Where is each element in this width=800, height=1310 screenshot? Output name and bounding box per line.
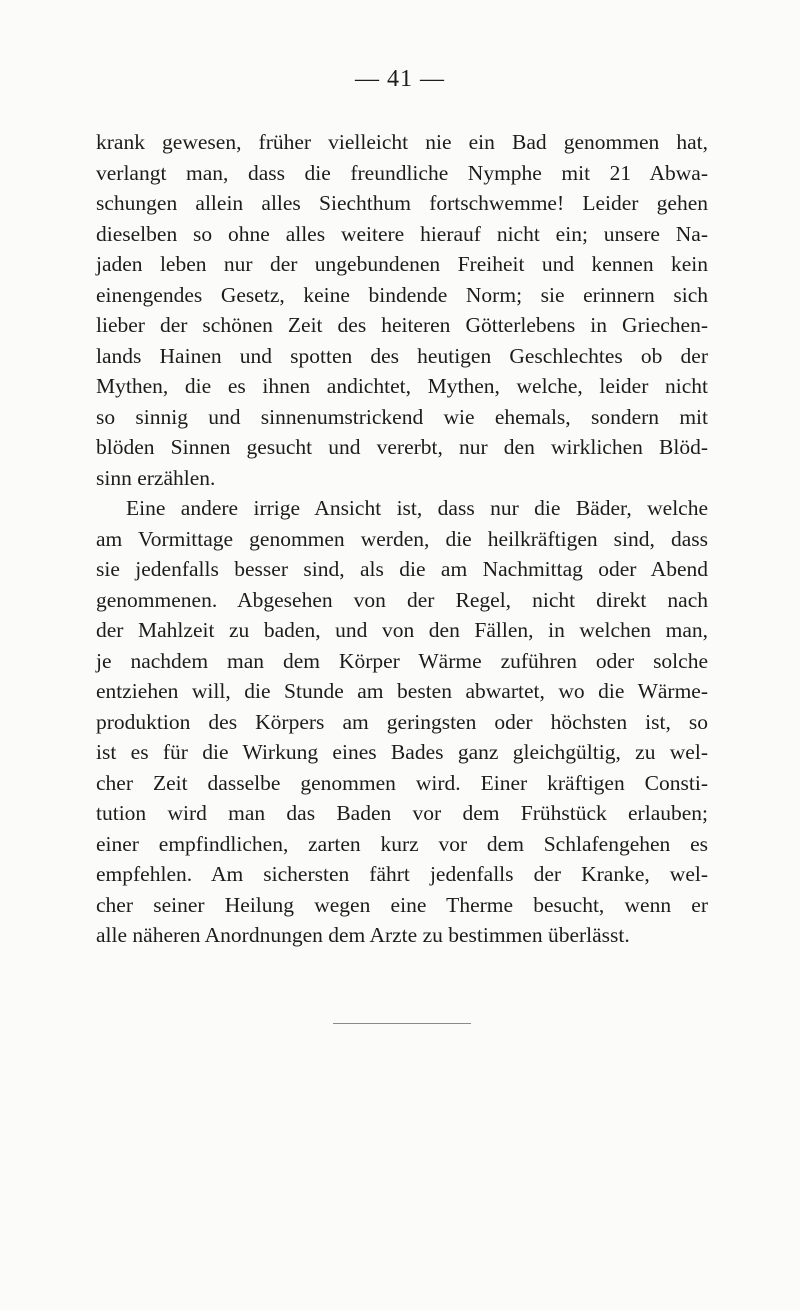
text-line: lands Hainen und spotten des heutigen Geschlechtes ob der (96, 343, 708, 368)
text-line: dieselben so ohne alles weitere hierauf nicht ein; unsere Na- (96, 221, 708, 246)
text-line: jaden leben nur der ungebundenen Freiheit und kennen kein (96, 252, 708, 276)
text-line: cher seiner Heilung wegen eine Therme besucht, wenn er (96, 892, 708, 917)
paragraph-end-line: alle näheren Anordnungen dem Arzte zu bestimmen überlässt. (96, 923, 630, 947)
text-line: empfehlen. Am sichersten fährt jedenfalls der Kranke, wel- (96, 862, 708, 886)
page-number: — 41 — (355, 66, 445, 92)
text-line: der Mahlzeit zu baden, und von den Fällen, in welchen man, (96, 618, 708, 642)
text-line: genommenen. Abgesehen von der Regel, nicht direkt nach (96, 587, 708, 612)
text-line: verlangt man, dass die freundliche Nymphe mit 21 Abwa- (96, 160, 708, 185)
text-line: blöden Sinnen gesucht und vererbt, nur den wirklichen Blöd- (96, 435, 708, 459)
text-line: schungen allein alles Siechthum fortschwemme! Leider gehen (96, 191, 708, 215)
text-line: krank gewesen, früher vielleicht nie ein Bad genommen hat, (96, 130, 708, 154)
text-line: so sinnig und sinnenumstrickend wie ehemals, sondern mit (96, 404, 708, 429)
paragraph-end-line: sinn erzählen. (96, 465, 216, 490)
paragraph-start-line: Eine andere irrige Ansicht ist, dass nur die Bäder, welche (126, 496, 708, 520)
text-line: lieber der schönen Zeit des heiteren Götterlebens in Griechen- (96, 313, 708, 337)
text-line: ist es für die Wirkung eines Bades ganz gleichgültig, zu wel- (96, 740, 708, 764)
body-text (96, 127, 708, 951)
text-line: einer empfindlichen, zarten kurz vor dem Schlafengehen es (96, 831, 708, 856)
text-line: einengendes Gesetz, keine bindende Norm; sie erinnern sich (96, 282, 708, 307)
text-line: entziehen will, die Stunde am besten abwartet, wo die Wärme- (96, 679, 708, 703)
text-line: tution wird man das Baden vor dem Frühstück erlauben; (96, 801, 708, 825)
section-divider-rule (333, 1023, 471, 1024)
text-line: am Vormittage genommen werden, die heilkräftigen sind, dass (96, 526, 708, 551)
text-line: sie jedenfalls besser sind, als die am Nachmittag oder Abend (96, 557, 708, 581)
text-line: Mythen, die es ihnen andichtet, Mythen, welche, leider nicht (96, 374, 708, 398)
text-line: je nachdem man dem Körper Wärme zuführen oder solche (96, 648, 708, 673)
text-line: produktion des Körpers am geringsten oder höchsten ist, so (96, 709, 708, 734)
text-line: cher Zeit dasselbe genommen wird. Einer kräftigen Consti- (96, 770, 708, 795)
